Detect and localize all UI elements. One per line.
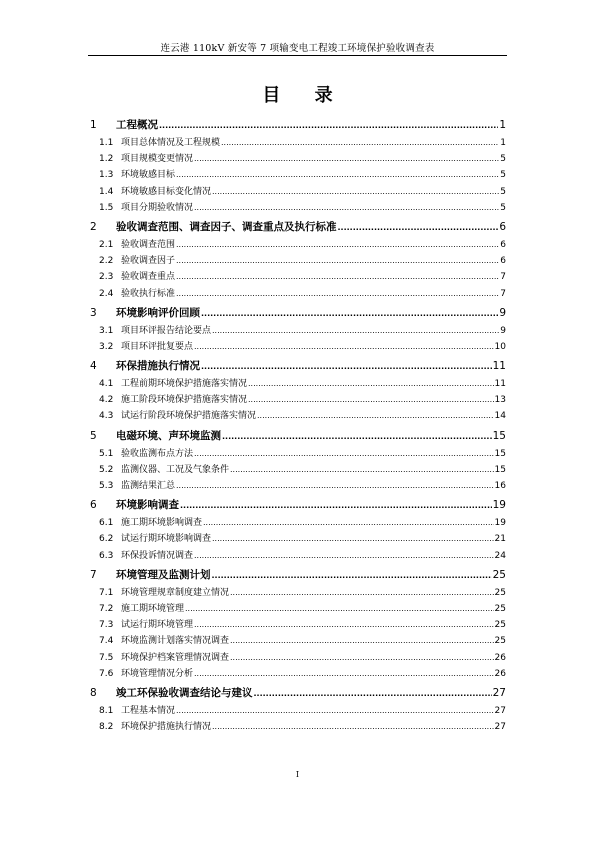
table-of-contents <box>88 114 506 735</box>
toc-entry-number: 2.2 <box>99 256 114 267</box>
toc-entry-page: 1 <box>499 119 506 131</box>
toc-entry-number: 3.2 <box>99 341 114 352</box>
toc-dot-leader <box>257 411 494 420</box>
toc-section-entry[interactable] <box>88 478 506 494</box>
toc-chapter-entry[interactable] <box>88 219 506 237</box>
toc-entry-title: 环境敏感目标变化情况 <box>121 186 212 197</box>
toc-entry-page: 5 <box>500 186 506 197</box>
toc-entry-number: 2.1 <box>99 239 114 250</box>
toc-entry-number: 4 <box>90 360 97 373</box>
toc-entry-title: 验收调查重点 <box>121 272 176 283</box>
toc-entry-page: 21 <box>494 534 506 545</box>
toc-entry-title: 环境敏感目标 <box>121 170 176 181</box>
toc-entry-number: 3 <box>90 306 97 319</box>
toc-dot-leader <box>194 342 494 351</box>
toc-entry-number: 1.3 <box>99 170 114 181</box>
toc-dot-leader <box>203 518 494 527</box>
toc-entry-page: 6 <box>500 239 506 250</box>
toc-section-entry[interactable] <box>88 269 506 285</box>
toc-dot-leader <box>212 187 499 196</box>
toc-entry-page: 10 <box>494 341 506 352</box>
toc-entry-page: 5 <box>500 154 506 165</box>
toc-dot-leader <box>230 588 494 597</box>
toc-dot-leader <box>194 551 494 560</box>
toc-dot-leader <box>230 636 494 645</box>
toc-dot-leader <box>230 465 494 474</box>
toc-entry-page: 15 <box>494 448 506 459</box>
toc-section-entry[interactable] <box>88 446 506 462</box>
toc-entry-page: 7 <box>500 272 506 283</box>
toc-entry-page: 6 <box>499 220 506 233</box>
toc-entry-page: 25 <box>494 620 506 631</box>
toc-section-entry[interactable] <box>88 253 506 269</box>
toc-chapter-entry[interactable] <box>88 305 506 323</box>
toc-dot-leader <box>212 534 494 543</box>
toc-section-entry[interactable] <box>88 531 506 547</box>
toc-section-entry[interactable] <box>88 650 506 666</box>
toc-entry-number: 6.3 <box>99 550 114 561</box>
toc-dot-leader <box>176 170 499 179</box>
toc-section-entry[interactable] <box>88 286 506 302</box>
toc-section-entry[interactable] <box>88 462 506 478</box>
toc-dot-leader <box>176 289 499 298</box>
toc-entry-page: 16 <box>494 481 506 491</box>
toc-entry-title: 试运行期环境影响调查 <box>121 534 212 545</box>
toc-entry-title: 监测仪器、工况及气象条件 <box>121 464 230 475</box>
toc-section-entry[interactable] <box>88 339 506 355</box>
page-number: I <box>295 770 300 779</box>
toc-chapter-entry[interactable] <box>88 497 506 515</box>
toc-entry-title: 环境监测计划落实情况调查 <box>121 636 230 647</box>
toc-entry-title: 项目环评报告结论要点 <box>121 325 212 336</box>
toc-dot-leader <box>176 272 499 281</box>
toc-entry-title: 项目规模变更情况 <box>121 154 194 165</box>
toc-entry-page: 19 <box>494 518 506 529</box>
toc-dot-leader <box>221 138 499 147</box>
toc-entry-number: 7.4 <box>99 636 114 647</box>
toc-dot-leader <box>248 379 494 388</box>
toc-entry-page: 27 <box>492 686 506 699</box>
toc-section-entry[interactable] <box>88 515 506 531</box>
toc-chapter-entry[interactable] <box>88 567 506 585</box>
toc-section-entry[interactable] <box>88 135 506 151</box>
toc-dot-leader <box>176 481 494 490</box>
toc-section-entry[interactable] <box>88 151 506 167</box>
toc-entry-number: 1.1 <box>99 138 114 148</box>
toc-dot-leader <box>338 223 499 232</box>
toc-entry-title: 环境影响调查 <box>116 499 179 512</box>
toc-dot-leader <box>222 432 492 441</box>
toc-entry-number: 6 <box>90 499 97 512</box>
toc-entry-number: 8.1 <box>99 705 114 716</box>
toc-entry-page: 15 <box>494 464 506 475</box>
toc-dot-leader <box>254 689 492 698</box>
toc-entry-page: 19 <box>492 499 506 512</box>
toc-entry-page: 14 <box>494 411 506 422</box>
toc-dot-leader <box>185 604 494 613</box>
toc-entry-page: 9 <box>499 306 506 319</box>
toc-section-entry[interactable] <box>88 601 506 617</box>
toc-entry-title: 竣工环保验收调查结论与建议 <box>116 686 253 699</box>
toc-chapter-entry[interactable] <box>88 685 506 703</box>
toc-entry-title: 施工期环境管理 <box>121 603 185 614</box>
toc-section-entry[interactable] <box>88 633 506 649</box>
toc-dot-leader <box>180 501 492 510</box>
toc-entry-title: 工程基本情况 <box>121 705 176 716</box>
toc-section-entry[interactable] <box>88 167 506 183</box>
toc-entry-page: 26 <box>494 668 506 679</box>
toc-dot-leader <box>176 240 499 249</box>
toc-entry-number: 1.5 <box>99 202 114 213</box>
toc-entry-page: 24 <box>494 550 506 561</box>
toc-entry-number: 1 <box>90 119 97 131</box>
toc-entry-number: 4.3 <box>99 411 114 422</box>
toc-entry-number: 7.3 <box>99 620 114 631</box>
toc-entry-title: 试运行期环境管理 <box>121 620 194 631</box>
toc-entry-number: 7.5 <box>99 652 114 663</box>
toc-entry-title: 施工阶段环境保护措施落实情况 <box>121 395 248 406</box>
toc-chapter-entry[interactable] <box>88 428 506 446</box>
toc-dot-leader <box>212 722 494 731</box>
toc-entry-title: 环境管理情况分析 <box>121 668 194 679</box>
toc-entry-number: 3.1 <box>99 325 114 336</box>
toc-section-entry[interactable] <box>88 666 506 682</box>
toc-entry-page: 25 <box>494 603 506 614</box>
toc-entry-number: 8.2 <box>99 722 114 733</box>
toc-title: 目 录 <box>262 85 347 106</box>
toc-section-entry[interactable] <box>88 392 506 408</box>
toc-entry-title: 项目环评批复要点 <box>121 341 194 352</box>
toc-entry-title: 施工期环境影响调查 <box>121 518 203 529</box>
toc-entry-number: 5 <box>90 429 97 442</box>
toc-entry-page: 26 <box>494 652 506 663</box>
toc-entry-page: 5 <box>500 170 506 181</box>
toc-entry-title: 项目分期验收情况 <box>121 202 194 213</box>
toc-entry-page: 27 <box>494 722 506 733</box>
toc-entry-number: 8 <box>90 686 97 699</box>
toc-entry-number: 4.1 <box>99 379 114 390</box>
toc-entry-page: 25 <box>494 636 506 647</box>
toc-entry-title: 环境管理及监测计划 <box>116 568 211 581</box>
toc-entry-title: 监测结果汇总 <box>121 481 176 491</box>
toc-entry-number: 5.1 <box>99 448 114 459</box>
toc-entry-title: 环境保护措施执行情况 <box>121 722 212 733</box>
toc-entry-number: 5.2 <box>99 464 114 475</box>
toc-entry-number: 2.4 <box>99 288 114 299</box>
toc-entry-title: 环保措施执行情况 <box>116 360 200 373</box>
toc-dot-leader <box>194 620 494 629</box>
toc-entry-page: 7 <box>500 288 506 299</box>
toc-dot-leader <box>248 395 494 404</box>
toc-section-entry[interactable] <box>88 703 506 719</box>
toc-dot-leader <box>176 706 494 715</box>
toc-entry-page: 11 <box>492 360 506 373</box>
toc-entry-title: 环保投诉情况调查 <box>121 550 194 561</box>
header-rule <box>88 55 507 56</box>
toc-entry-title: 验收监测布点方法 <box>121 448 194 459</box>
toc-section-entry[interactable] <box>88 323 506 339</box>
toc-entry-number: 7.6 <box>99 668 114 679</box>
toc-entry-title: 项目总体情况及工程规模 <box>121 138 221 148</box>
toc-entry-page: 27 <box>494 705 506 716</box>
toc-section-entry[interactable] <box>88 617 506 633</box>
toc-entry-title: 工程概况 <box>116 119 158 131</box>
toc-entry-title: 试运行阶段环境保护措施落实情况 <box>121 411 257 422</box>
toc-section-entry[interactable] <box>88 548 506 564</box>
toc-entry-number: 7.1 <box>99 587 114 598</box>
toc-entry-number: 7 <box>90 568 97 581</box>
toc-entry-title: 环境影响评价回顾 <box>116 306 200 319</box>
toc-entry-title: 环境保护档案管理情况调查 <box>121 652 230 663</box>
toc-dot-leader <box>212 326 499 335</box>
toc-entry-number: 1.4 <box>99 186 114 197</box>
toc-dot-leader <box>201 309 498 318</box>
toc-entry-page: 25 <box>492 568 506 581</box>
toc-entry-page: 11 <box>494 379 506 390</box>
toc-entry-page: 1 <box>500 138 506 148</box>
toc-entry-page: 9 <box>500 325 506 336</box>
toc-dot-leader <box>194 154 499 163</box>
toc-entry-page: 6 <box>500 256 506 267</box>
toc-chapter-entry[interactable] <box>88 117 506 135</box>
toc-section-entry[interactable] <box>88 376 506 392</box>
toc-section-entry[interactable] <box>88 237 506 253</box>
toc-dot-leader <box>194 669 494 678</box>
toc-entry-number: 4.2 <box>99 395 114 406</box>
toc-section-entry[interactable] <box>88 184 506 200</box>
toc-entry-title: 验收调查因子 <box>121 256 176 267</box>
toc-dot-leader <box>194 449 494 458</box>
toc-section-entry[interactable] <box>88 408 506 424</box>
toc-entry-page: 15 <box>492 429 506 442</box>
toc-section-entry[interactable] <box>88 585 506 601</box>
toc-entry-title: 验收调查范围、调查因子、调查重点及执行标准 <box>116 220 337 233</box>
toc-dot-leader <box>230 653 494 662</box>
toc-entry-number: 5.3 <box>99 481 114 491</box>
toc-dot-leader <box>201 362 492 371</box>
toc-entry-title: 电磁环境、声环境监测 <box>116 429 221 442</box>
toc-chapter-entry[interactable] <box>88 358 506 376</box>
toc-entry-title: 工程前期环境保护措施落实情况 <box>121 379 248 390</box>
toc-dot-leader <box>159 121 498 130</box>
toc-dot-leader <box>212 571 492 580</box>
toc-entry-page: 5 <box>500 202 506 213</box>
toc-entry-title: 验收执行标准 <box>121 288 176 299</box>
toc-entry-number: 6.1 <box>99 518 114 529</box>
toc-entry-number: 6.2 <box>99 534 114 545</box>
toc-entry-page: 13 <box>494 395 506 406</box>
toc-section-entry[interactable] <box>88 719 506 735</box>
running-header: 连云港 110kV 新安等 7 项输变电工程竣工环境保护验收调查表 <box>160 43 435 54</box>
toc-entry-title: 环境管理规章制度建立情况 <box>121 587 230 598</box>
toc-entry-number: 7.2 <box>99 603 114 614</box>
toc-entry-title: 验收调查范围 <box>121 239 176 250</box>
toc-entry-page: 25 <box>494 587 506 598</box>
toc-dot-leader <box>176 256 499 265</box>
toc-entry-number: 1.2 <box>99 154 114 165</box>
toc-entry-number: 2.3 <box>99 272 114 283</box>
toc-section-entry[interactable] <box>88 200 506 216</box>
toc-entry-number: 2 <box>90 220 97 233</box>
toc-dot-leader <box>194 203 499 212</box>
